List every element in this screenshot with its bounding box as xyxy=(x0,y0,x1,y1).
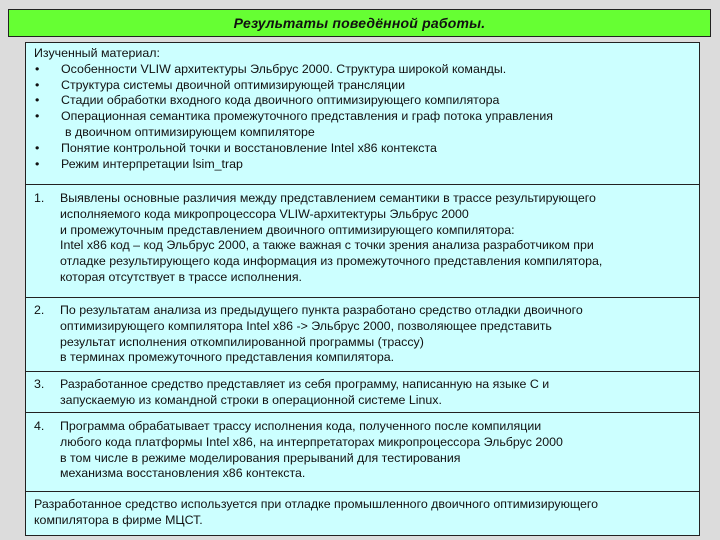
conclusion-section xyxy=(26,491,699,536)
item-line: отладке результирующего кода информация из промежуточного представления компилятора, xyxy=(60,254,603,269)
result-item-1 xyxy=(26,184,699,297)
list-item xyxy=(34,78,691,94)
item-line: запускаемую из командной строки в операционной системе Linux. xyxy=(60,392,442,407)
item-line: Программа обрабатывает трассу исполнения кода, полученного после компиляции xyxy=(60,419,542,433)
item-line: механизма восстановления x86 контекста. xyxy=(60,466,306,481)
item-number: 4. xyxy=(34,419,45,433)
result-item-3 xyxy=(26,371,699,412)
item-line: в терминах промежуточного представления компилятора. xyxy=(60,350,395,365)
conclusion-line: Разработанное средство используется при отладке промышленного двоичного оптимизирующего xyxy=(34,497,598,511)
content-box xyxy=(25,42,700,536)
list-item-text: Структура системы двоичной оптимизирующей трансляции xyxy=(61,77,406,92)
list-item-text: Понятие контрольной точки и восстановление Intel x86 контекста xyxy=(61,140,437,155)
list-item xyxy=(34,141,691,157)
item-line: и промежуточным представлением двоичного оптимизирующего компилятора: xyxy=(60,222,515,237)
list-item-text: Особенности VLIW архитектуры Эльбрус 2000. Структура широкой команды. xyxy=(61,61,507,76)
list-item-text: Стадии обработки входного кода двоичного оптимизирующего компилятора xyxy=(61,93,500,108)
item-line: Intel x86 код – код Эльбрус 2000, а также важная с точки зрения анализа разработчиком при xyxy=(60,238,594,253)
bullet-icon: • xyxy=(35,77,40,92)
bullet-icon: • xyxy=(35,93,40,108)
result-item-2 xyxy=(26,297,699,371)
studied-material-heading: Изученный материал: xyxy=(34,46,160,60)
item-text xyxy=(60,377,691,409)
list-item xyxy=(34,109,691,141)
conclusion-line: компилятора в фирме МЦСТ. xyxy=(34,512,203,527)
bullet-icon: • xyxy=(35,61,40,76)
title-bar xyxy=(8,9,711,37)
list-item xyxy=(34,93,691,109)
item-number: 3. xyxy=(34,377,45,391)
item-text xyxy=(60,303,691,366)
bullet-icon: • xyxy=(35,140,40,155)
list-item-line: Операционная семантика промежуточного представления и граф потока управления xyxy=(61,109,554,124)
item-line: результат исполнения откомпилированной программы (трассу) xyxy=(60,334,424,349)
item-line: любого кода платформы Intel x86, на интерпретаторах микропроцессора Эльбрус 2000 xyxy=(60,434,563,449)
studied-material-section xyxy=(26,43,699,184)
list-item-text: Режим интерпретации lsim_trap xyxy=(61,156,243,171)
item-number: 1. xyxy=(34,191,45,205)
item-number: 2. xyxy=(34,303,45,317)
bullet-icon: • xyxy=(35,109,40,124)
item-line: оптимизирующего компилятора Intel x86 -> Эльбрус 2000, позволяющее представить xyxy=(60,318,552,333)
list-item xyxy=(34,157,691,173)
item-text xyxy=(60,191,691,286)
list-item-text xyxy=(61,109,691,141)
item-line: Выявлены основные различия между представлением семантики в трассе результирующего xyxy=(60,191,596,205)
item-line: исполняемого кода микропроцессора VLIW-архитектуры Эльбрус 2000 xyxy=(60,206,469,221)
list-item-line: в двоичном оптимизирующем компиляторе xyxy=(65,124,315,139)
page-title: Результаты поведённой работы. xyxy=(233,15,486,31)
item-line: Разработанное средство представляет из себя программу, написанную на языке С и xyxy=(60,377,550,391)
item-line: которая отсутствует в трассе исполнения. xyxy=(60,269,302,284)
item-text xyxy=(60,419,691,482)
bullet-icon: • xyxy=(35,156,40,171)
item-line: По результатам анализа из предыдущего пункта разработано средство отладки двоичного xyxy=(60,303,583,317)
list-item xyxy=(34,62,691,78)
item-line: в том числе в режиме моделирования прерываний для тестирования xyxy=(60,450,461,465)
result-item-4 xyxy=(26,412,699,491)
